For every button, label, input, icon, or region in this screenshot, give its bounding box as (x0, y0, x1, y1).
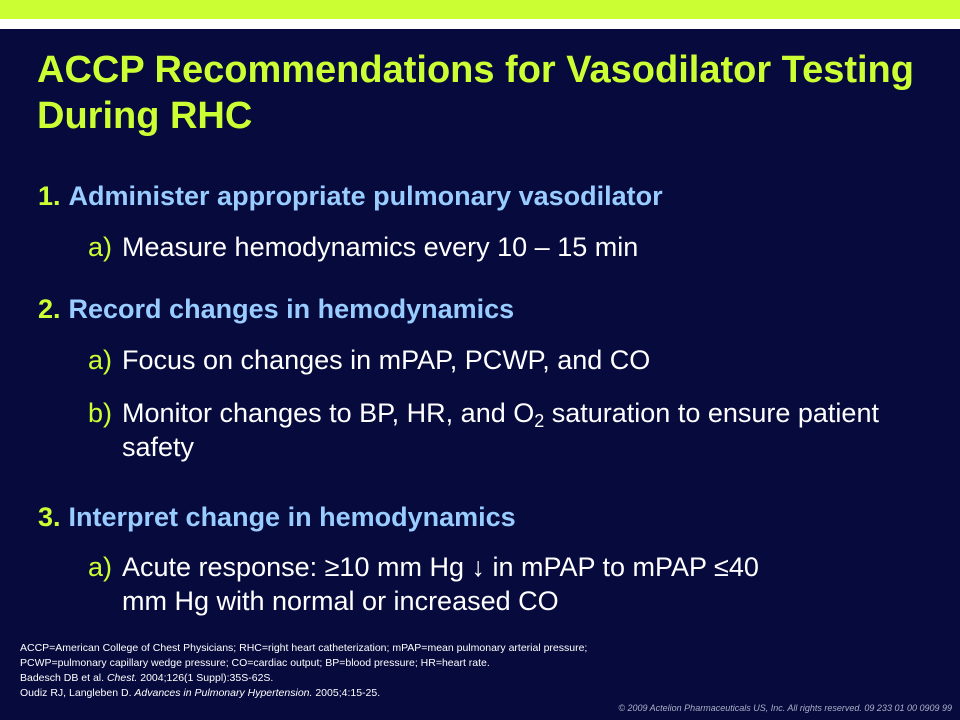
sub-label: a) (88, 552, 113, 582)
step-1 (38, 180, 663, 212)
step-2-sub-a (88, 343, 908, 377)
step-3 (38, 501, 516, 533)
step-number: 2. (38, 294, 61, 324)
reference-2: Oudiz RJ, Langleben D. Advances in Pulmonary Hypertension. 2005;4:15-25. (20, 687, 381, 699)
step-text: Interpret change in hemodynamics (68, 502, 516, 532)
sub-text: Focus on changes in mPAP, PCWP, and CO (122, 345, 651, 375)
step-text: Record changes in hemodynamics (68, 294, 515, 324)
step-1-sub-a (88, 230, 908, 264)
step-2-sub-b (88, 396, 888, 464)
footnotes (20, 641, 920, 701)
top-accent-bar (0, 0, 960, 19)
abbreviations-line-1: ACCP=American College of Chest Physicians; RHC=right heart catheterization; mPAP=mean pulmonary arterial pressure; (20, 642, 588, 654)
step-text: Administer appropriate pulmonary vasodilator (68, 181, 663, 211)
sub-text: Acute response: ≥10 mm Hg ↓ in mPAP to mPAP ≤40 mm Hg with normal or increased CO (122, 552, 759, 616)
step-number: 1. (38, 181, 61, 211)
sub-text: Measure hemodynamics every 10 – 15 min (122, 232, 639, 262)
copyright-notice: © 2009 Actelion Pharmaceuticals US, Inc. All rights reserved. 09 233 01 00 0909 99 (618, 703, 952, 713)
step-2 (38, 293, 514, 325)
slide-title: ACCP Recommendations for Vasodilator Testing During RHC (37, 49, 914, 137)
sub-label: a) (88, 345, 113, 375)
subscript-2: 2 (534, 411, 545, 431)
step-3-sub-a (88, 550, 808, 618)
top-white-line (0, 19, 960, 29)
step-number: 3. (38, 502, 61, 532)
sub-label: a) (88, 232, 113, 262)
sub-label: b) (88, 398, 113, 428)
sub-text: Monitor changes to BP, HR, and $O_2$ saturation to ensure patient safety (122, 398, 879, 462)
abbreviations-line-2: PCWP=pulmonary capillary wedge pressure; CO=cardiac output; BP=blood pressure; HR=heart rate. (20, 657, 490, 669)
reference-1: Badesch DB et al. Chest. 2004;126(1 Suppl):35S-62S. (20, 672, 274, 684)
